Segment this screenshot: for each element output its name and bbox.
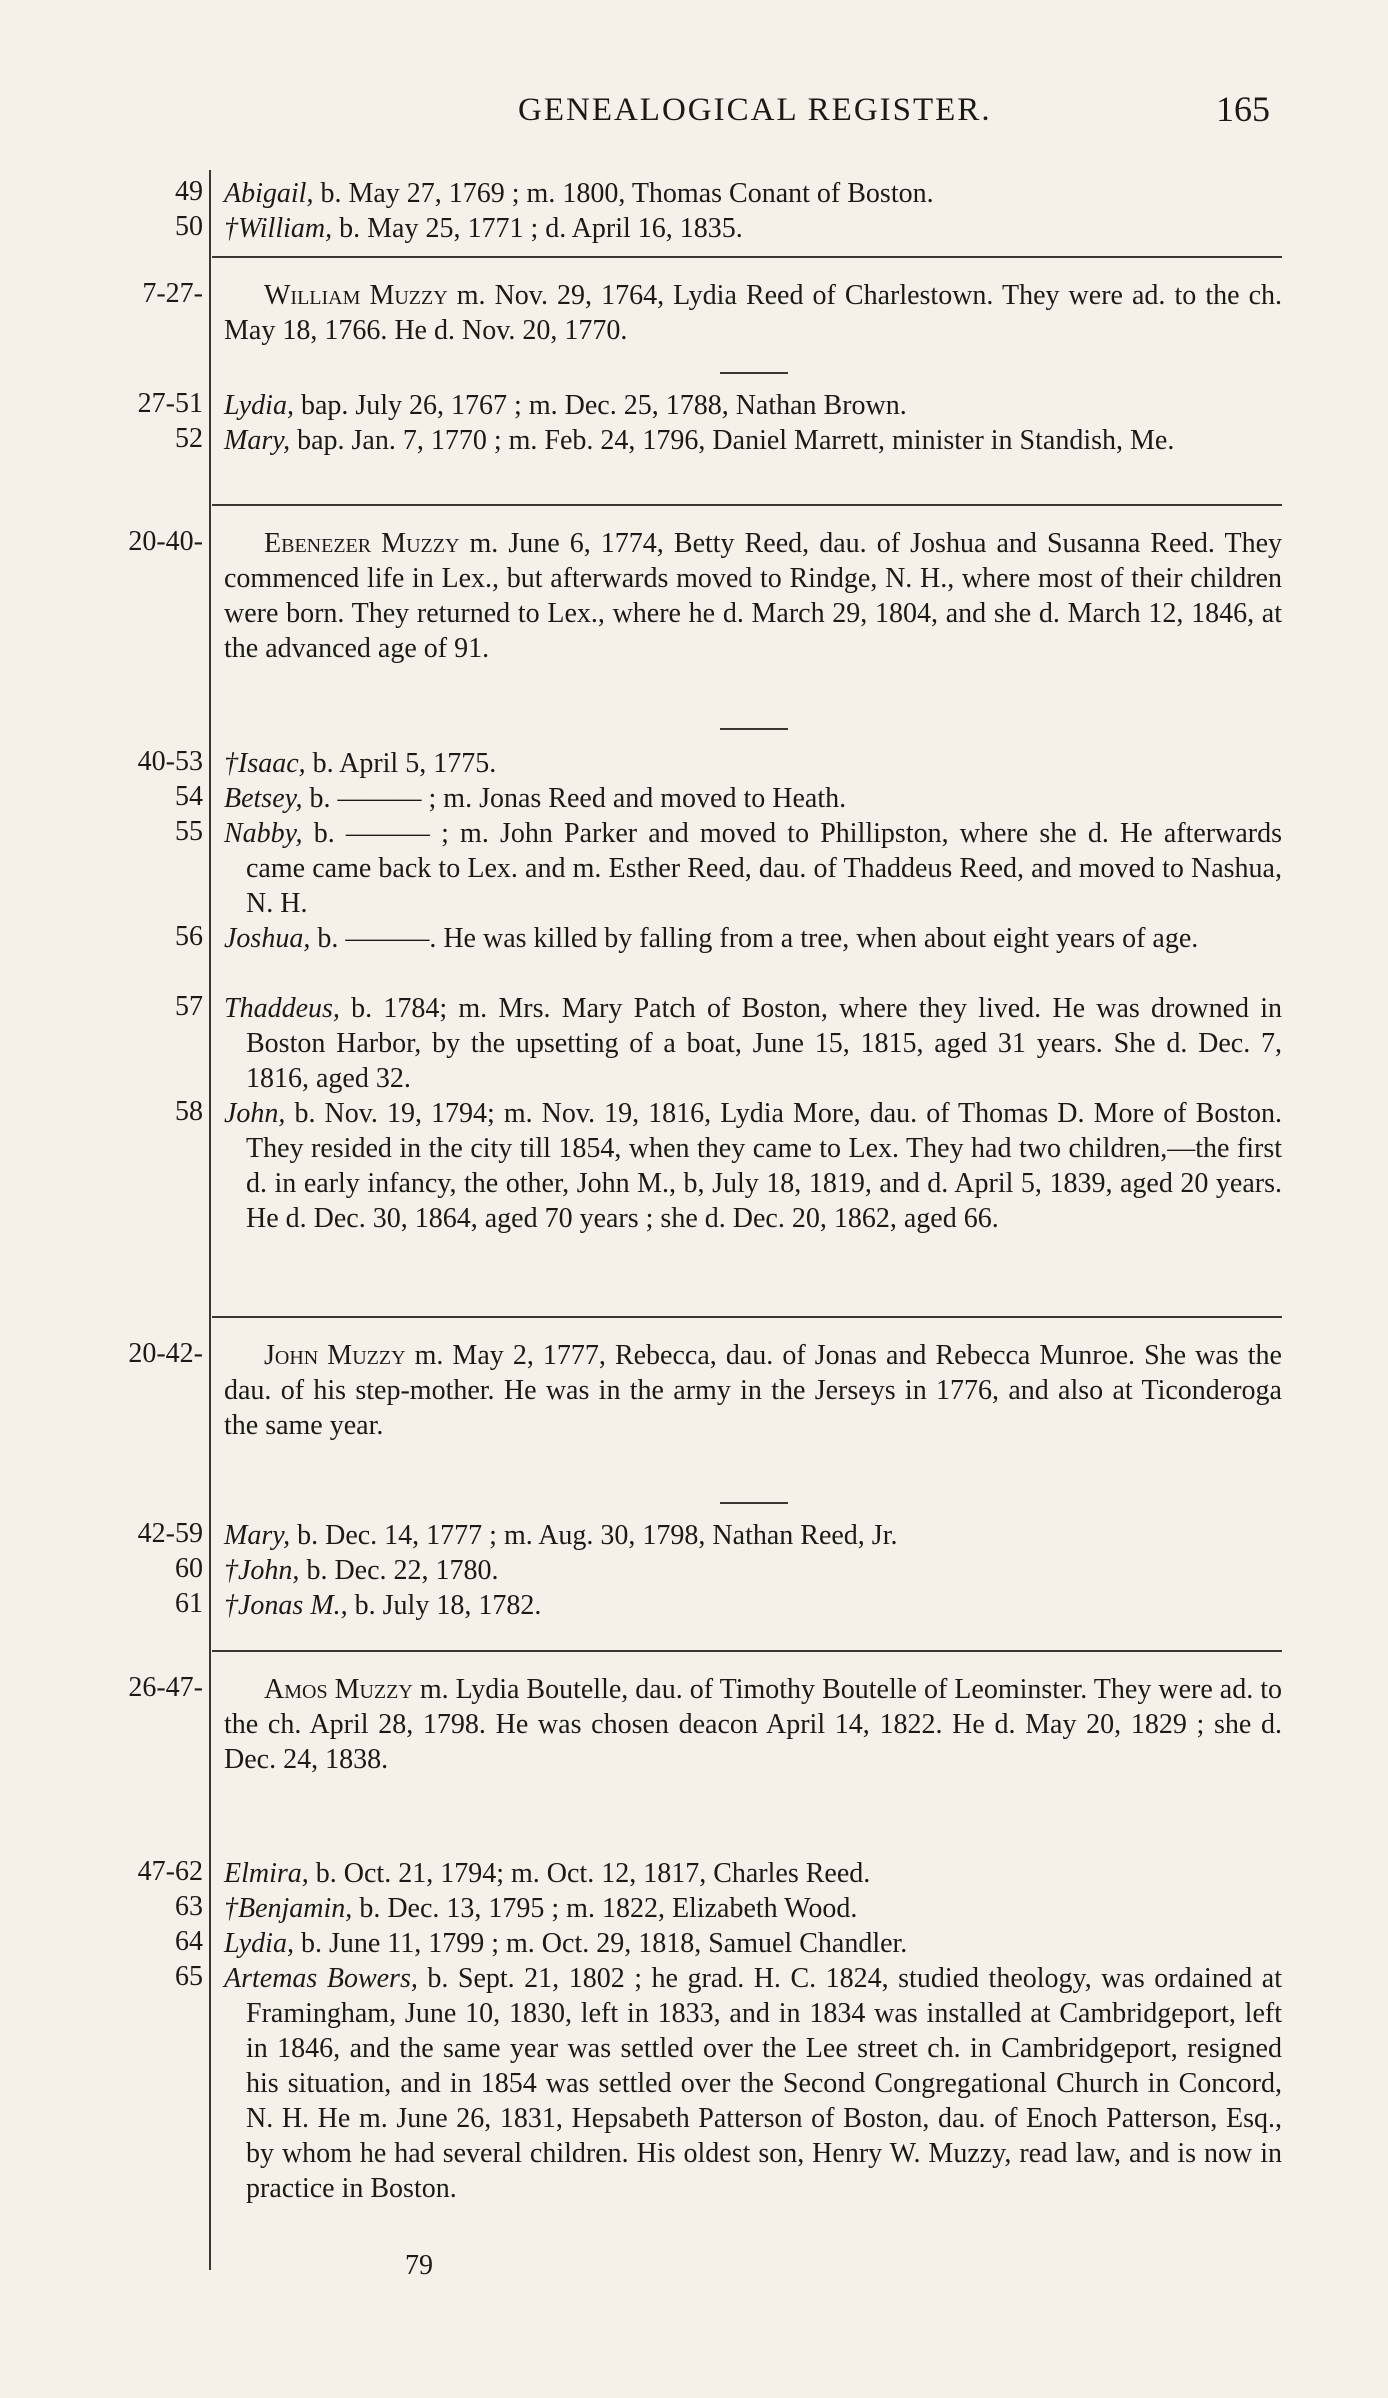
entry-text [224, 526, 1282, 666]
entry-name: †Isaac, [224, 748, 306, 779]
entry-name: †Jonas M., [224, 1590, 348, 1621]
entry-body: b. May 25, 1771 ; d. April 16, 1835. [332, 213, 743, 244]
entry-name: Mary, [224, 1520, 291, 1551]
section-divider [212, 1316, 1282, 1318]
entry-text [224, 1926, 1282, 1961]
entry-ref: 40-53 [137, 746, 203, 777]
entry-body: b. June 11, 1799 ; m. Oct. 29, 1818, Samuel Chandler. [293, 1928, 908, 1959]
entry-text [224, 1518, 1282, 1553]
entry-name: Elmira, [224, 1858, 309, 1889]
entry-ref: 26-47- [128, 1672, 203, 1703]
entry-text [224, 816, 1282, 921]
entry-name: †John, [224, 1555, 300, 1586]
entry-name: Amos Muzzy [264, 1674, 413, 1705]
entry-name: Mary, [224, 425, 291, 456]
section-divider [212, 256, 1282, 258]
entry-ref: 64 [175, 1926, 203, 1957]
entry-text [224, 921, 1282, 956]
entry-text [224, 1672, 1282, 1777]
entry-name: Lydia, [224, 1928, 294, 1959]
entry-ref: 65 [175, 1961, 203, 1992]
page-number: 165 [1216, 89, 1270, 129]
entry-ref: 58 [175, 1096, 203, 1127]
entry-body: m. Lydia Boutelle, dau. of Timothy Boutelle of Leominster. They were ad. to the ch. April 28, 1798. He was chosen deacon April 14, 1822. He d. May 20, 1829 ; she d. Dec. 24, 1838. [224, 1674, 1282, 1775]
entry-body: b. July 18, 1782. [347, 1590, 542, 1621]
entry-name: Artemas Bowers, [224, 1963, 418, 1994]
entry-text [224, 423, 1282, 458]
entry-name: Thaddeus, [224, 993, 340, 1024]
entry-name: John, [224, 1098, 286, 1129]
entry-ref: 20-42- [128, 1338, 203, 1369]
entry-text [224, 278, 1282, 348]
entry-text [224, 991, 1282, 1096]
section-divider [212, 504, 1282, 506]
entry-name: Ebenezer Muzzy [264, 528, 460, 559]
entry-text [224, 781, 1282, 816]
entry-text [224, 1961, 1282, 2206]
entry-ref: 20-40- [128, 526, 203, 557]
entry-name: William Muzzy [264, 280, 448, 311]
entry-ref: 27-51 [137, 388, 203, 419]
entry-text [224, 1891, 1282, 1926]
entry-name: John Muzzy [264, 1340, 406, 1371]
entry-body: b. April 5, 1775. [305, 748, 497, 779]
entry-body: b. 1784; m. Mrs. Mary Patch of Boston, where they lived. He was drowned in Boston Harbor, by the upsetting of a boat, June 15, 1815, aged 31 years. She d. Dec. 7, 1816, aged 32. [246, 993, 1282, 1094]
entry-ref: 55 [175, 816, 203, 847]
entry-body: m. May 2, 1777, Rebecca, dau. of Jonas and Rebecca Munroe. She was the dau. of his step-mother. He was in the army in the Jerseys in 1776, and also at Ticonderoga the same year. [224, 1340, 1282, 1441]
column-rule [209, 170, 211, 2270]
entry-ref: 47-62 [137, 1856, 203, 1887]
entry-body: b. Nov. 19, 1794; m. Nov. 19, 1816, Lydia More, dau. of Thomas D. More of Boston. They resided in the city till 1854, when they came to Lex. They had two children,—the first d. in early infancy, the other, John M., b, July 18, 1819, and d. April 5, 1839, aged 20 years. He d. Dec. 30, 1864, aged 70 years ; she d. Dec. 20, 1862, aged 66. [246, 1098, 1282, 1234]
entry-body: bap. Jan. 7, 1770 ; m. Feb. 24, 1796, Daniel Marrett, minister in Standish, Me. [290, 425, 1175, 456]
running-title: GENEALOGICAL REGISTER. [518, 92, 992, 128]
entry-body: b. Dec. 14, 1777 ; m. Aug. 30, 1798, Nathan Reed, Jr. [290, 1520, 898, 1551]
entry-body: b. ———. He was killed by falling from a tree, when about eight years of age. [310, 923, 1199, 954]
entry-body: b. Dec. 13, 1795 ; m. 1822, Elizabeth Wood. [352, 1893, 858, 1924]
entry-ref: 57 [175, 991, 203, 1022]
entry-body: b. Sept. 21, 1802 ; he grad. H. C. 1824, studied theology, was ordained at Framingham, June 10, 1830, left in 1833, and in 1834 was installed at Cambridgeport, left in 1846, and the same year was settled over the Lee street ch. in Cambridgeport, resigned his situation, and in 1854 was settled over the Second Congregational Church in Concord, N. H. He m. June 26, 1831, Hepsabeth Patterson of Boston, dau. of Enoch Patterson, Esq., by whom he had several children. His oldest son, Henry W. Muzzy, read law, and is now in practice in Boston. [246, 1963, 1282, 2204]
entry-text [224, 211, 1282, 246]
entry-ref: 60 [175, 1553, 203, 1584]
entry-ref: 63 [175, 1891, 203, 1922]
section-divider [212, 1650, 1282, 1652]
entry-body: b. May 27, 1769 ; m. 1800, Thomas Conant of Boston. [313, 178, 934, 209]
entry-name: †Benjamin, [224, 1893, 353, 1924]
entry-body: b. ——— ; m. Jonas Reed and moved to Heath. [302, 783, 847, 814]
entry-ref: 61 [175, 1588, 203, 1619]
entry-ref: 52 [175, 423, 203, 454]
entry-text [224, 1856, 1282, 1891]
entry-ref: 49 [175, 176, 203, 207]
entry-text [224, 1553, 1282, 1588]
entry-ref: 54 [175, 781, 203, 812]
entry-text [224, 1096, 1282, 1236]
entry-name: Lydia, [224, 390, 294, 421]
entry-ref: 7-27- [142, 278, 203, 309]
entry-name: †William, [224, 213, 333, 244]
entry-ref: 42-59 [137, 1518, 203, 1549]
entry-name: Joshua, [224, 923, 311, 954]
entry-body: b. ——— ; m. John Parker and moved to Phillipston, where she d. He afterwards came came back to Lex. and m. Esther Reed, dau. of Thaddeus Reed, and moved to Nashua, N. H. [246, 818, 1282, 919]
entry-body: m. Nov. 29, 1764, Lydia Reed of Charlestown. They were ad. to the ch. May 18, 1766. He d. Nov. 20, 1770. [224, 280, 1283, 346]
entry-text [224, 1588, 1282, 1623]
entry-ref: 50 [175, 211, 203, 242]
entry-body: b. Oct. 21, 1794; m. Oct. 12, 1817, Charles Reed. [308, 1858, 871, 1889]
entry-body: m. June 6, 1774, Betty Reed, dau. of Joshua and Susanna Reed. They commenced life in Lex., but afterwards moved to Rindge, N. H., where most of their children were born. They returned to Lex., where he d. March 29, 1804, and she d. March 12, 1846, at the advanced age of 91. [224, 528, 1282, 664]
entry-body: bap. July 26, 1767 ; m. Dec. 25, 1788, Nathan Brown. [293, 390, 907, 421]
entry-text [224, 1338, 1282, 1443]
children-divider [720, 728, 788, 730]
signature-mark: 79 [405, 2250, 433, 2281]
entry-text [224, 388, 1282, 423]
entry-name: Betsey, [224, 783, 303, 814]
children-divider [720, 372, 788, 374]
entry-ref: 56 [175, 921, 203, 952]
entry-body: b. Dec. 22, 1780. [299, 1555, 499, 1586]
entry-text [224, 176, 1282, 211]
page-header [0, 89, 1388, 142]
entry-name: Abigail, [224, 178, 314, 209]
entry-name: Nabby, [224, 818, 303, 849]
children-divider [720, 1502, 788, 1504]
entry-text [224, 746, 1282, 781]
